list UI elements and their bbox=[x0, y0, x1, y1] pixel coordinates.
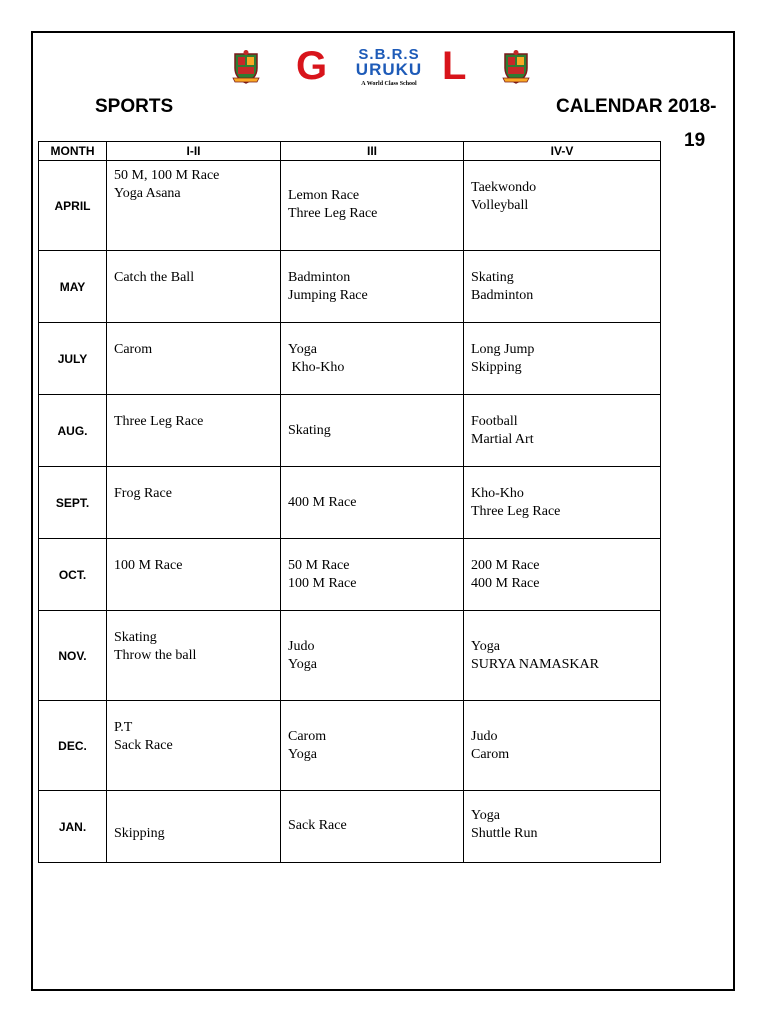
activity-item: Lemon Race bbox=[288, 188, 360, 203]
activity-cell bbox=[281, 395, 464, 467]
activity-cell bbox=[281, 323, 464, 395]
activity-cell bbox=[107, 467, 281, 539]
activity-item: SURYA NAMASKAR bbox=[471, 657, 599, 672]
school-crest-icon bbox=[232, 50, 260, 84]
month-cell: NOV. bbox=[39, 611, 107, 701]
activity-cell bbox=[107, 611, 281, 701]
activity-cell bbox=[464, 467, 661, 539]
table-row bbox=[39, 323, 661, 395]
activity-item: Football bbox=[471, 414, 518, 429]
sports-calendar-table bbox=[38, 141, 661, 863]
activity-cell bbox=[464, 161, 661, 251]
logo-sbrs: S.B.R.S bbox=[358, 46, 420, 63]
school-logo bbox=[228, 44, 540, 89]
activity-item: Three Leg Race bbox=[288, 206, 378, 221]
activity-cell bbox=[464, 791, 661, 863]
table-row bbox=[39, 251, 661, 323]
logo-uruku: URUKU bbox=[355, 60, 423, 79]
month-cell: AUG. bbox=[39, 395, 107, 467]
activity-item: Yoga bbox=[471, 808, 500, 823]
activity-item: Kho-Kho bbox=[288, 360, 345, 375]
activity-item: Skating bbox=[288, 423, 331, 438]
activity-cell bbox=[281, 791, 464, 863]
activity-item: Shuttle Run bbox=[471, 826, 538, 841]
table-row bbox=[39, 467, 661, 539]
activity-cell bbox=[464, 323, 661, 395]
activity-cell bbox=[107, 539, 281, 611]
activity-item: Yoga bbox=[288, 342, 317, 357]
activity-cell bbox=[107, 251, 281, 323]
activity-item: Kho-Kho bbox=[471, 486, 524, 501]
activity-item: Badminton bbox=[288, 270, 351, 285]
header-class-3: III bbox=[281, 142, 464, 161]
activity-item: Skipping bbox=[114, 826, 165, 841]
activity-item: Carom bbox=[288, 729, 327, 744]
activity-item: Skating bbox=[114, 630, 157, 645]
month-cell: DEC. bbox=[39, 701, 107, 791]
activity-cell bbox=[464, 539, 661, 611]
logo-letter-g: G bbox=[296, 44, 328, 88]
school-wordmark bbox=[294, 44, 484, 89]
table-header-row bbox=[39, 142, 661, 161]
activity-cell bbox=[281, 251, 464, 323]
activity-item: Judo bbox=[471, 729, 498, 744]
table-row bbox=[39, 161, 661, 251]
activity-item: 200 M Race bbox=[471, 558, 540, 573]
table-row bbox=[39, 611, 661, 701]
table-row bbox=[39, 539, 661, 611]
title-calendar: CALENDAR 2018- bbox=[556, 96, 717, 117]
activity-item: Judo bbox=[288, 639, 315, 654]
activity-cell bbox=[281, 161, 464, 251]
header-class-1-2: I-II bbox=[107, 142, 281, 161]
activity-cell bbox=[281, 701, 464, 791]
activity-item: Three Leg Race bbox=[114, 414, 204, 429]
title-sports: SPORTS bbox=[95, 96, 174, 117]
activity-item: Skating bbox=[471, 270, 514, 285]
activity-item: 50 M Race bbox=[288, 558, 350, 573]
activity-item: Yoga bbox=[471, 639, 500, 654]
activity-item: Yoga bbox=[288, 657, 317, 672]
activity-item: Catch the Ball bbox=[114, 270, 195, 285]
month-cell: APRIL bbox=[39, 161, 107, 251]
activity-item: 400 M Race bbox=[288, 495, 357, 510]
activity-item: Taekwondo bbox=[471, 180, 537, 195]
school-crest-icon bbox=[502, 50, 530, 84]
activity-cell bbox=[107, 395, 281, 467]
activity-item: Carom bbox=[471, 747, 510, 762]
activity-cell bbox=[464, 701, 661, 791]
month-cell: MAY bbox=[39, 251, 107, 323]
activity-item: Sack Race bbox=[114, 738, 173, 753]
activity-cell bbox=[107, 161, 281, 251]
activity-cell bbox=[464, 611, 661, 701]
activity-cell bbox=[464, 395, 661, 467]
title-calendar-year-end: 19 bbox=[684, 130, 706, 151]
activity-item: Three Leg Race bbox=[471, 504, 561, 519]
header-month: MONTH bbox=[39, 142, 107, 161]
table-row bbox=[39, 395, 661, 467]
activity-cell bbox=[281, 539, 464, 611]
activity-cell bbox=[281, 611, 464, 701]
activity-item: Volleyball bbox=[471, 198, 529, 213]
activity-item: P.T bbox=[114, 720, 133, 735]
activity-cell bbox=[107, 791, 281, 863]
activity-cell bbox=[107, 701, 281, 791]
activity-item: Badminton bbox=[471, 288, 534, 303]
activity-item: Jumping Race bbox=[288, 288, 368, 303]
activity-item: 50 M, 100 M Race bbox=[114, 168, 220, 183]
activity-item: Frog Race bbox=[114, 486, 172, 501]
activity-item: Carom bbox=[114, 342, 153, 357]
activity-item: Yoga Asana bbox=[114, 186, 181, 201]
activity-cell bbox=[464, 251, 661, 323]
table-row bbox=[39, 791, 661, 863]
month-cell: JAN. bbox=[39, 791, 107, 863]
activity-item: Long Jump bbox=[471, 342, 535, 357]
activity-item: Martial Art bbox=[471, 432, 534, 447]
activity-item: Skipping bbox=[471, 360, 522, 375]
activity-item: 400 M Race bbox=[471, 576, 540, 591]
activity-item: Throw the ball bbox=[114, 648, 197, 663]
activity-item: 100 M Race bbox=[288, 576, 357, 591]
month-cell: OCT. bbox=[39, 539, 107, 611]
activity-item: Yoga bbox=[288, 747, 317, 762]
month-cell: SEPT. bbox=[39, 467, 107, 539]
month-cell: JULY bbox=[39, 323, 107, 395]
header-class-4-5: IV-V bbox=[464, 142, 661, 161]
activity-cell bbox=[107, 323, 281, 395]
activity-item: 100 M Race bbox=[114, 558, 183, 573]
activity-cell bbox=[281, 467, 464, 539]
table-row bbox=[39, 701, 661, 791]
logo-tagline: A World Class School bbox=[361, 81, 417, 87]
logo-letter-l: L bbox=[442, 44, 467, 88]
activity-item: Sack Race bbox=[288, 818, 347, 833]
